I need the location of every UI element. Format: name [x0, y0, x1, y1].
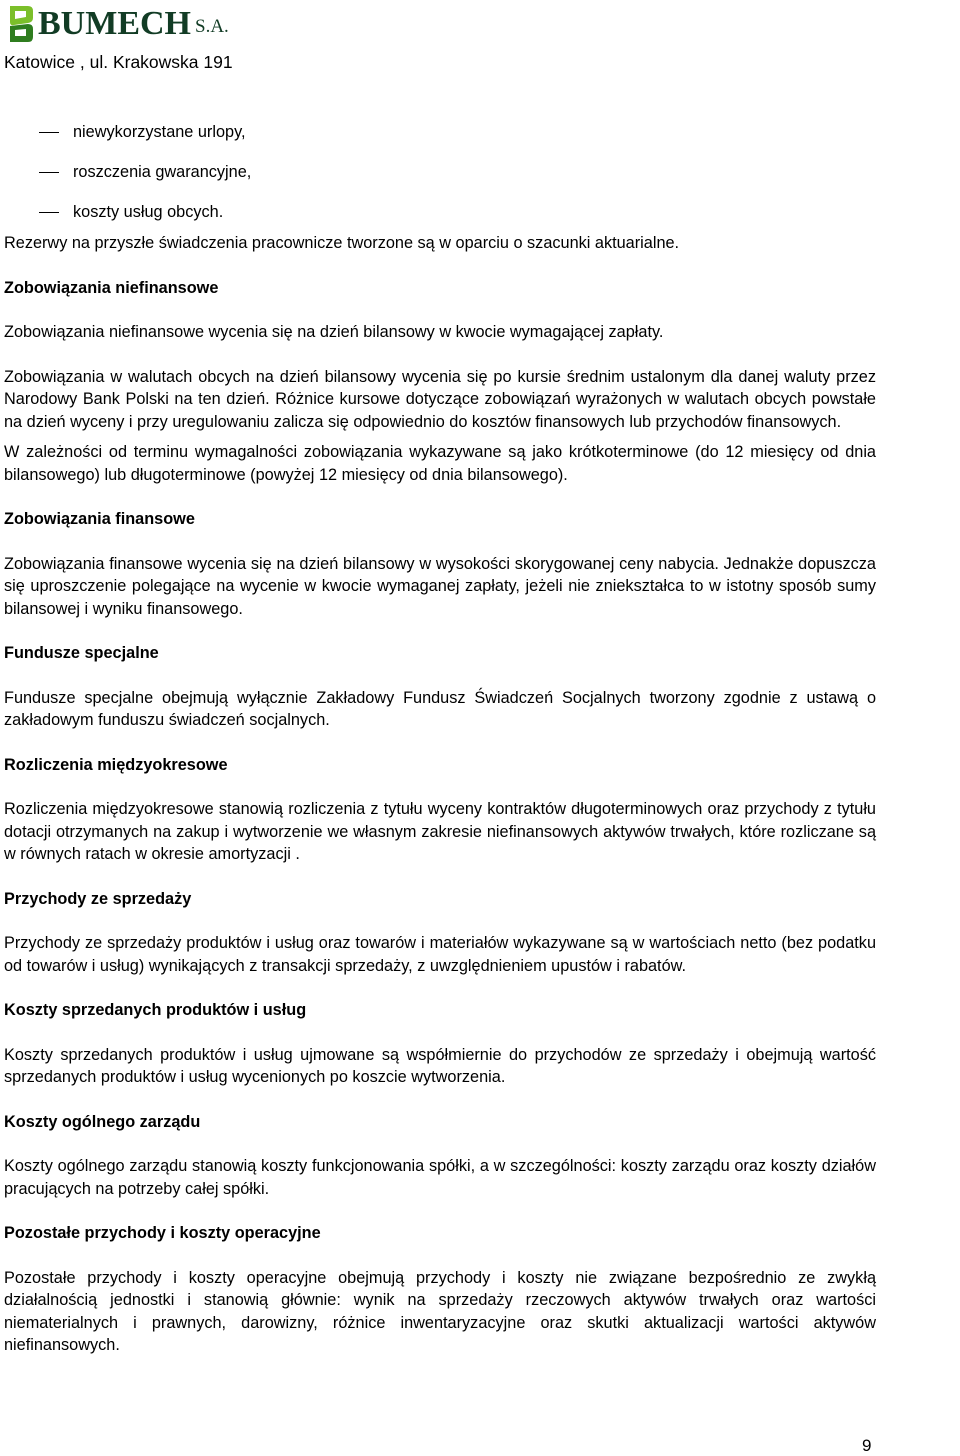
paragraph: Zobowiązania niefinansowe wycenia się na dzień bilansowy w kwocie wymagającej zapłaty. — [4, 323, 664, 341]
paragraph: Przychody ze sprzedaży produktów i usług oraz towarów i materiałów wykazywane są w wartościach netto (bez podatku od towarów i usług) wynikających z transakcji sprzedaży, z uwzględnieniem upustów i rabatów. — [4, 934, 876, 975]
section-heading: Zobowiązania finansowe — [4, 510, 195, 528]
section-heading: Koszty ogólnego zarządu — [4, 1112, 201, 1131]
page-header — [6, 0, 229, 44]
section-heading: Koszty sprzedanych produktów i usług — [4, 1001, 307, 1019]
paragraph: Rezerwy na przyszłe świadczenia pracownicze tworzone są w oparciu o szacunki aktuarialne. — [4, 234, 680, 252]
paragraph: Koszty ogólnego zarządu stanowią koszty funkcjonowania spółki, a w szczególności: koszty zarządu oraz koszty działów pracujących na potrzeby całej spółki. — [4, 1157, 876, 1198]
document-body — [4, 121, 876, 1357]
paragraph: Rozliczenia międzyokresowe stanowią rozliczenia z tytułu wyceny kontraktów długoterminowych oraz przychody z tytułu dotacji otrzymanych na zakup i wytworzenie we własnym zakresie niefinansowych aktywów trwałych, które rozliczane są w równych ratach w okresie amortyzacji . — [4, 800, 876, 863]
logo-suffix: S.A. — [195, 16, 229, 37]
section-heading: Pozostałe przychody i koszty operacyjne — [4, 1224, 321, 1242]
company-address: Katowice , ul. Krakowska 191 — [4, 52, 233, 72]
page-number: 9 — [862, 1436, 872, 1455]
section-heading: Fundusze specjalne — [4, 644, 159, 662]
list-item-text: niewykorzystane urlopy, — [73, 123, 246, 141]
leaf-logo-icon — [6, 4, 36, 44]
dash-bullet-icon — [39, 132, 59, 133]
company-logo — [6, 0, 229, 44]
paragraph: W zależności od terminu wymagalności zobowiązania wykazywane są jako krótkoterminowe (do 12 miesięcy od dnia bilansowego) lub długoterminowe (powyżej 12 miesięcy od dnia bilansowego). — [4, 443, 876, 484]
section-heading: Zobowiązania niefinansowe — [4, 278, 219, 297]
paragraph: Fundusze specjalne obejmują wyłącznie Zakładowy Fundusz Świadczeń Socjalnych tworzony zgodnie z ustawą o zakładowym funduszu świadczeń socjalnych. — [4, 688, 876, 729]
list-item — [4, 201, 876, 232]
paragraph: Pozostałe przychody i koszty operacyjne obejmują przychody i koszty nie związane bezpośrednio ze zwykłą działalnością jednostki i stanowią głównie: wynik na sprzedaży rzeczowych aktywów trwałych oraz wartości niematerialnych i prawnych, darowizny, różnice inwentaryzacyjne oraz skutki aktualizacji wartości aktywów niefinansowych. — [4, 1268, 876, 1354]
list-item — [4, 121, 876, 161]
list-item — [4, 161, 876, 201]
paragraph: Koszty sprzedanych produktów i usług ujmowane są współmiernie do przychodów ze sprzedaży i obejmują wartość sprzedanych produktów i usług wycenionych po koszcie wytworzenia. — [4, 1045, 876, 1086]
list-item-text: koszty usług obcych. — [73, 203, 224, 221]
paragraph: Zobowiązania w walutach obcych na dzień bilansowy wycenia się po kursie średnim ustalonym dla danej waluty przez Narodowy Bank Polski na ten dzień. Różnice kursowe dotyczące zobowiązań wyrażonych w walutach obcych powstałe na dzień wyceny i przy uregulowaniu zalicza się odpowiednio do kosztów finansowych lub przychodów finansowych. — [4, 367, 876, 431]
dash-bullet-icon — [39, 212, 59, 213]
section-heading: Rozliczenia międzyokresowe — [4, 755, 228, 774]
dash-bullet-icon — [39, 172, 59, 173]
section-heading: Przychody ze sprzedaży — [4, 889, 192, 908]
list-item-text: roszczenia gwarancyjne, — [73, 163, 252, 181]
logo-text: BUMECH — [38, 5, 191, 42]
paragraph: Zobowiązania finansowe wycenia się na dzień bilansowy w wysokości skorygowanej ceny nabycia. Jednakże dopuszcza się uproszczenie polegające na wycenie w kwocie wymaganej zapłaty, jeżeli nie zniekształca to w istotny sposób sumy bilansowej i wyniku finansowego. — [4, 554, 876, 618]
